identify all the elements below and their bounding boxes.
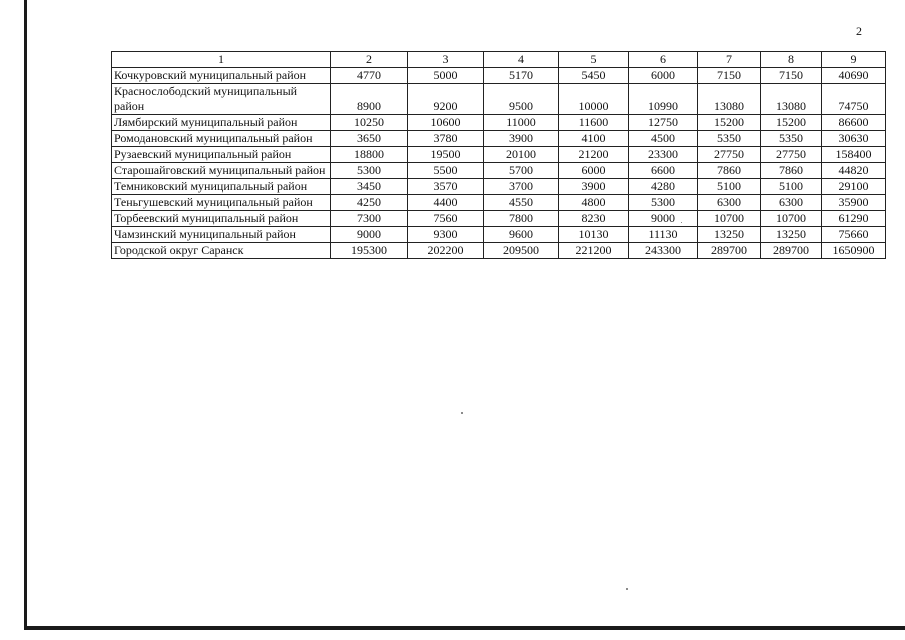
page-number: 2: [856, 24, 862, 38]
value-cell: 289700: [698, 243, 761, 259]
value-cell: 86600: [822, 115, 886, 131]
district-name-cell: Старошайговский муниципальный район: [112, 163, 331, 179]
table-row: [112, 243, 886, 259]
value-cell: 3650: [331, 131, 408, 147]
value-cell: 7860: [698, 163, 761, 179]
value-cell: 5350: [698, 131, 761, 147]
value-cell: 4250: [331, 195, 408, 211]
value-cell: 11130: [629, 227, 698, 243]
table-row: [112, 84, 886, 115]
column-header: 4: [484, 52, 559, 68]
value-cell: 19500: [408, 147, 484, 163]
scan-speck: [461, 412, 463, 414]
value-cell: 18800: [331, 147, 408, 163]
value-cell: 30630: [822, 131, 886, 147]
value-cell: 158400: [822, 147, 886, 163]
district-name-cell: Ромодановский муниципальный район: [112, 131, 331, 147]
value-cell: 4500: [629, 131, 698, 147]
value-cell: 35900: [822, 195, 886, 211]
value-cell: 13250: [698, 227, 761, 243]
value-cell: 10000: [559, 84, 629, 115]
value-cell: 12750: [629, 115, 698, 131]
value-cell: 5450: [559, 68, 629, 84]
value-cell: 15200: [698, 115, 761, 131]
district-name-cell: Кочкуровский муниципальный район: [112, 68, 331, 84]
value-cell: 5100: [698, 179, 761, 195]
value-cell: 5100: [761, 179, 822, 195]
value-cell: 6000: [559, 163, 629, 179]
value-cell: 6000: [629, 68, 698, 84]
value-cell: 10700: [761, 211, 822, 227]
value-cell: 74750: [822, 84, 886, 115]
column-header: 5: [559, 52, 629, 68]
value-cell: 10990: [629, 84, 698, 115]
value-cell: 9000: [629, 211, 698, 227]
value-cell: 10130: [559, 227, 629, 243]
value-cell: 4550: [484, 195, 559, 211]
value-cell: 4800: [559, 195, 629, 211]
table-row: [112, 68, 886, 84]
value-cell: 13250: [761, 227, 822, 243]
district-name-cell: Чамзинский муниципальный район: [112, 227, 331, 243]
table-body: [112, 68, 886, 259]
data-table: [111, 51, 886, 259]
value-cell: 202200: [408, 243, 484, 259]
value-cell: 9600: [484, 227, 559, 243]
column-header: 3: [408, 52, 484, 68]
value-cell: 5300: [629, 195, 698, 211]
value-cell: 7800: [484, 211, 559, 227]
value-cell: 29100: [822, 179, 886, 195]
value-cell: 6300: [761, 195, 822, 211]
column-header: 6: [629, 52, 698, 68]
scan-speck: [626, 588, 628, 590]
value-cell: 4280: [629, 179, 698, 195]
value-cell: 7300: [331, 211, 408, 227]
district-name-cell: Лямбирский муниципальный район: [112, 115, 331, 131]
table-row: [112, 211, 886, 227]
table-row: [112, 179, 886, 195]
value-cell: 7150: [698, 68, 761, 84]
value-cell: 20100: [484, 147, 559, 163]
value-cell: 27750: [761, 147, 822, 163]
value-cell: 61290: [822, 211, 886, 227]
value-cell: 6300: [698, 195, 761, 211]
value-cell: 8900: [331, 84, 408, 115]
value-cell: 5700: [484, 163, 559, 179]
column-header: 1: [112, 52, 331, 68]
value-cell: 75660: [822, 227, 886, 243]
value-cell: 4100: [559, 131, 629, 147]
value-cell: 3780: [408, 131, 484, 147]
district-name-cell: Торбеевский муниципальный район: [112, 211, 331, 227]
table-row: [112, 163, 886, 179]
table-row: [112, 131, 886, 147]
value-cell: 221200: [559, 243, 629, 259]
value-cell: 3700: [484, 179, 559, 195]
value-cell: 11000: [484, 115, 559, 131]
table-row: [112, 195, 886, 211]
value-cell: 9500: [484, 84, 559, 115]
value-cell: 27750: [698, 147, 761, 163]
table-header-row: [112, 52, 886, 68]
value-cell: 40690: [822, 68, 886, 84]
value-cell: 5000: [408, 68, 484, 84]
value-cell: 44820: [822, 163, 886, 179]
column-header: 8: [761, 52, 822, 68]
value-cell: 3900: [484, 131, 559, 147]
value-cell: 10250: [331, 115, 408, 131]
value-cell: 9300: [408, 227, 484, 243]
value-cell: 3570: [408, 179, 484, 195]
value-cell: 8230: [559, 211, 629, 227]
value-cell: 195300: [331, 243, 408, 259]
table-row: [112, 227, 886, 243]
table-row: [112, 147, 886, 163]
scan-bottom-border: [24, 626, 905, 630]
value-cell: 3450: [331, 179, 408, 195]
value-cell: 4770: [331, 68, 408, 84]
district-name-cell: Городской округ Саранск: [112, 243, 331, 259]
value-cell: 243300: [629, 243, 698, 259]
value-cell: 3900: [559, 179, 629, 195]
value-cell: 15200: [761, 115, 822, 131]
table-row: [112, 115, 886, 131]
value-cell: 4400: [408, 195, 484, 211]
value-cell: 289700: [761, 243, 822, 259]
district-name-cell: Краснослободский муниципальный район: [112, 84, 331, 115]
value-cell: 209500: [484, 243, 559, 259]
value-cell: 9000: [331, 227, 408, 243]
column-header: 2: [331, 52, 408, 68]
value-cell: 5300: [331, 163, 408, 179]
column-header: 9: [822, 52, 886, 68]
value-cell: 7860: [761, 163, 822, 179]
value-cell: 9200: [408, 84, 484, 115]
value-cell: 13080: [761, 84, 822, 115]
value-cell: 13080: [698, 84, 761, 115]
value-cell: 5500: [408, 163, 484, 179]
district-name-cell: Теньгушевский муниципальный район: [112, 195, 331, 211]
district-name-cell: Темниковский муниципальный район: [112, 179, 331, 195]
value-cell: 5350: [761, 131, 822, 147]
district-name-cell: Рузаевский муниципальный район: [112, 147, 331, 163]
scan-left-border: [24, 0, 27, 628]
value-cell: 1650900: [822, 243, 886, 259]
value-cell: 6600: [629, 163, 698, 179]
column-header: 7: [698, 52, 761, 68]
value-cell: 21200: [559, 147, 629, 163]
value-cell: 11600: [559, 115, 629, 131]
value-cell: 10700: [698, 211, 761, 227]
value-cell: 7560: [408, 211, 484, 227]
value-cell: 23300: [629, 147, 698, 163]
value-cell: 7150: [761, 68, 822, 84]
value-cell: 10600: [408, 115, 484, 131]
value-cell: 5170: [484, 68, 559, 84]
